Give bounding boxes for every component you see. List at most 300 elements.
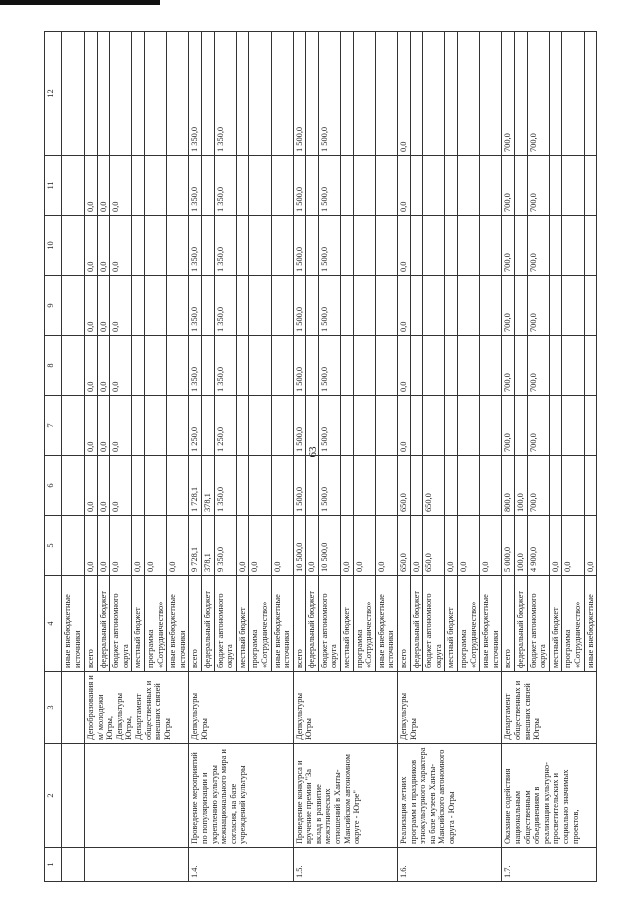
item-number: 1.5.: [293, 848, 397, 882]
executor-cell: Депобразования и м/ молодежи Югры, Депкультуры Югры, Департамент общественных и внешних связей Югры: [85, 672, 189, 744]
value-cell: [144, 156, 166, 216]
value-cell: [549, 32, 562, 156]
value-cell: 0,0: [97, 396, 110, 456]
value-cell: 0,0: [167, 516, 189, 576]
value-cell: [144, 276, 166, 336]
value-cell: [480, 156, 502, 216]
value-cell: 700,0: [502, 396, 515, 456]
value-cell: [584, 456, 597, 516]
source-cell: всего: [189, 576, 202, 672]
value-cell: [236, 156, 249, 216]
source-cell: федеральный бюджет: [201, 576, 214, 672]
value-cell: [480, 336, 502, 396]
value-cell: [167, 336, 189, 396]
value-cell: 0,0: [398, 396, 411, 456]
value-cell: [458, 276, 480, 336]
value-cell: [353, 216, 375, 276]
value-cell: [132, 276, 145, 336]
value-cell: 0,0: [375, 516, 397, 576]
item-number: 1.7.: [502, 848, 597, 882]
value-cell: 0,0: [110, 156, 132, 216]
source-cell: всего: [398, 576, 411, 672]
value-cell: 1 350,0: [189, 216, 202, 276]
value-cell: [249, 32, 271, 156]
value-cell: [423, 276, 445, 336]
value-cell: [562, 456, 584, 516]
item-name: Оказание содействия национальным общественным объединениям в реализации культурно-просветительских и социально значимых проектов,: [502, 744, 597, 848]
rotated-table-sheet: [44, 32, 595, 882]
value-cell: [306, 32, 319, 156]
col-number: 6: [45, 456, 62, 516]
col-number: 10: [45, 216, 62, 276]
value-cell: [236, 276, 249, 336]
source-cell: бюджет автономного округа: [527, 576, 549, 672]
source-cell: иные внебюджетные источники: [375, 576, 397, 672]
continuation-row: [62, 32, 85, 882]
value-cell: 0,0: [85, 516, 98, 576]
value-cell: 0,0: [549, 516, 562, 576]
value-cell: [353, 276, 375, 336]
value-cell: [144, 336, 166, 396]
value-cell: [584, 32, 597, 156]
value-cell: [201, 396, 214, 456]
source-cell: местный бюджет: [132, 576, 145, 672]
value-cell: [353, 32, 375, 156]
value-cell: [445, 32, 458, 156]
value-cell: [201, 156, 214, 216]
value-cell: 700,0: [502, 32, 515, 156]
value-cell: 9 728,1: [189, 516, 202, 576]
value-cell: 700,0: [527, 216, 549, 276]
value-cell: 0,0: [85, 396, 98, 456]
column-number-row: [45, 32, 62, 882]
value-cell: 0,0: [97, 456, 110, 516]
value-cell: 650,0: [398, 516, 411, 576]
value-cell: 0,0: [97, 336, 110, 396]
source-cell: федеральный бюджет: [514, 576, 527, 672]
value-cell: [249, 396, 271, 456]
value-cell: [514, 156, 527, 216]
value-cell: [514, 396, 527, 456]
value-cell: [110, 32, 132, 156]
value-cell: 700,0: [502, 276, 515, 336]
value-cell: [375, 336, 397, 396]
value-cell: 700,0: [502, 216, 515, 276]
value-cell: [480, 276, 502, 336]
value-cell: [562, 216, 584, 276]
source-cell: бюджет автономного округа: [214, 576, 236, 672]
source-cell: иные внебюджетные источники: [167, 576, 189, 672]
value-cell: [236, 456, 249, 516]
col-number: 4: [45, 576, 62, 672]
value-cell: 0,0: [236, 516, 249, 576]
value-cell: [549, 336, 562, 396]
value-cell: [549, 396, 562, 456]
col-number: 3: [45, 672, 62, 744]
value-cell: [167, 156, 189, 216]
value-cell: [458, 336, 480, 396]
item-name: Проведение конкурса и вручение премии "За вклад в развитие межэтнических отношений в Ханты-Мансийском автономном округе - Югре": [293, 744, 397, 848]
value-cell: 1 500,0: [293, 456, 306, 516]
source-cell: бюджет автономного округа: [318, 576, 340, 672]
rotated-page: [44, 32, 595, 882]
value-cell: [306, 456, 319, 516]
executor-cell: Депкультуры Югры: [293, 672, 397, 744]
source-cell: местный бюджет: [445, 576, 458, 672]
value-cell: 1 500,0: [293, 156, 306, 216]
value-cell: 700,0: [502, 336, 515, 396]
source-cell: всего: [502, 576, 515, 672]
value-cell: [271, 216, 293, 276]
value-cell: 1 728,1: [189, 456, 202, 516]
value-cell: [132, 336, 145, 396]
col-number: 7: [45, 396, 62, 456]
value-cell: [549, 276, 562, 336]
value-cell: 1 500,0: [318, 156, 340, 216]
value-cell: 1 500,0: [293, 216, 306, 276]
value-cell: [249, 216, 271, 276]
value-cell: 1 500,0: [318, 396, 340, 456]
value-cell: [167, 216, 189, 276]
value-cell: [375, 276, 397, 336]
col-number: 8: [45, 336, 62, 396]
value-cell: 700,0: [527, 336, 549, 396]
value-cell: 0,0: [110, 456, 132, 516]
value-cell: 0,0: [97, 156, 110, 216]
value-cell: 0,0: [110, 336, 132, 396]
value-cell: [410, 32, 423, 156]
value-cell: 1 500,0: [318, 276, 340, 336]
value-cell: 1 350,0: [189, 276, 202, 336]
value-cell: [445, 396, 458, 456]
value-cell: 0,0: [85, 156, 98, 216]
value-cell: 0,0: [144, 516, 166, 576]
value-cell: [144, 32, 166, 156]
value-cell: 0,0: [97, 516, 110, 576]
item-name: Реализация летних программ и праздников этнокультурного характера на базе музеев Ханты-Мансийского автономного округа - Югры: [398, 744, 502, 848]
value-cell: [249, 276, 271, 336]
value-cell: [341, 156, 354, 216]
executor-cell: Депкультуры Югры: [398, 672, 502, 744]
value-cell: [97, 32, 110, 156]
source-cell: иные внебюджетные источники: [480, 576, 502, 672]
source-cell: всего: [85, 576, 98, 672]
source-cell: иные внебюджетные источники: [62, 576, 85, 672]
value-cell: 1 350,0: [214, 32, 236, 156]
value-cell: [549, 216, 562, 276]
value-cell: 0,0: [110, 216, 132, 276]
value-cell: [514, 216, 527, 276]
value-cell: [445, 276, 458, 336]
col-number: 11: [45, 156, 62, 216]
value-cell: [375, 156, 397, 216]
table-row: [189, 32, 202, 882]
value-cell: 650,0: [423, 456, 445, 516]
value-cell: [341, 216, 354, 276]
value-cell: 0,0: [132, 516, 145, 576]
value-cell: [306, 216, 319, 276]
value-cell: [271, 456, 293, 516]
value-cell: 0,0: [398, 216, 411, 276]
col-number: 12: [45, 32, 62, 156]
value-cell: 0,0: [398, 156, 411, 216]
value-cell: [410, 216, 423, 276]
value-cell: [306, 396, 319, 456]
value-cell: 650,0: [398, 456, 411, 516]
value-cell: 0,0: [110, 276, 132, 336]
value-cell: [445, 456, 458, 516]
value-cell: 10 500,0: [293, 516, 306, 576]
source-cell: иные внебюджетные источники: [271, 576, 293, 672]
value-cell: [410, 276, 423, 336]
value-cell: 0,0: [85, 216, 98, 276]
value-cell: [584, 216, 597, 276]
value-cell: [249, 156, 271, 216]
source-cell: программа «Сотрудничество»: [353, 576, 375, 672]
value-cell: 0,0: [398, 276, 411, 336]
col-number: 1: [45, 848, 62, 882]
value-cell: [341, 276, 354, 336]
executor-cell: Депкультуры Югры: [189, 672, 293, 744]
value-cell: 0,0: [398, 32, 411, 156]
value-cell: [584, 336, 597, 396]
value-cell: [584, 156, 597, 216]
value-cell: 378,1: [201, 456, 214, 516]
value-cell: [562, 396, 584, 456]
value-cell: 700,0: [527, 276, 549, 336]
value-cell: 700,0: [527, 156, 549, 216]
value-cell: [167, 32, 189, 156]
value-cell: 1 350,0: [189, 336, 202, 396]
value-cell: [132, 396, 145, 456]
value-cell: 378,1: [201, 516, 214, 576]
value-cell: [306, 336, 319, 396]
source-cell: местный бюджет: [236, 576, 249, 672]
value-cell: 1 350,0: [214, 456, 236, 516]
source-cell: федеральный бюджет: [97, 576, 110, 672]
value-cell: [249, 456, 271, 516]
value-cell: 10 500,0: [318, 516, 340, 576]
value-cell: [341, 336, 354, 396]
value-cell: 0,0: [306, 516, 319, 576]
table-row: [502, 32, 515, 882]
value-cell: 0,0: [271, 516, 293, 576]
value-cell: [249, 336, 271, 396]
value-cell: 5 000,0: [502, 516, 515, 576]
value-cell: [423, 32, 445, 156]
value-cell: 700,0: [527, 32, 549, 156]
value-cell: 1 350,0: [189, 156, 202, 216]
value-cell: [375, 456, 397, 516]
table-row: [293, 32, 306, 882]
value-cell: [458, 32, 480, 156]
value-cell: 700,0: [527, 396, 549, 456]
value-cell: 0,0: [458, 516, 480, 576]
value-cell: 1 350,0: [214, 276, 236, 336]
value-cell: [445, 216, 458, 276]
value-cell: [562, 276, 584, 336]
value-cell: [375, 216, 397, 276]
value-cell: [584, 396, 597, 456]
value-cell: [341, 396, 354, 456]
value-cell: [306, 156, 319, 216]
value-cell: [375, 32, 397, 156]
value-cell: 1 500,0: [293, 396, 306, 456]
value-cell: [480, 456, 502, 516]
col-number: 2: [45, 744, 62, 848]
value-cell: [167, 456, 189, 516]
value-cell: [167, 396, 189, 456]
value-cell: 0,0: [480, 516, 502, 576]
source-cell: программа «Сотрудничество»: [458, 576, 480, 672]
item-number: 1.6.: [398, 848, 502, 882]
source-cell: программа «Сотрудничество»: [249, 576, 271, 672]
value-cell: 0,0: [584, 516, 597, 576]
source-cell: федеральный бюджет: [306, 576, 319, 672]
budget-table: [44, 31, 597, 882]
value-cell: [514, 32, 527, 156]
value-cell: 1 250,0: [189, 396, 202, 456]
value-cell: [549, 156, 562, 216]
value-cell: 0,0: [410, 516, 423, 576]
value-cell: 1 500,0: [318, 32, 340, 156]
col-number: 5: [45, 516, 62, 576]
value-cell: 700,0: [502, 156, 515, 216]
value-cell: [236, 336, 249, 396]
value-cell: [375, 396, 397, 456]
value-cell: [410, 156, 423, 216]
table-row: [398, 32, 411, 882]
value-cell: [480, 216, 502, 276]
value-cell: [306, 276, 319, 336]
value-cell: 0,0: [97, 216, 110, 276]
value-cell: 1 250,0: [214, 396, 236, 456]
value-cell: [353, 156, 375, 216]
value-cell: [353, 336, 375, 396]
value-cell: [562, 336, 584, 396]
value-cell: 0,0: [85, 276, 98, 336]
value-cell: [423, 336, 445, 396]
source-cell: местный бюджет: [341, 576, 354, 672]
value-cell: 0,0: [562, 516, 584, 576]
source-cell: программа «Сотрудничество»: [562, 576, 584, 672]
value-cell: [271, 336, 293, 396]
executor-cell: Департамент общественных и внешних связей Югры: [502, 672, 597, 744]
value-cell: [144, 216, 166, 276]
source-cell: программа «Сотрудничество»: [144, 576, 166, 672]
value-cell: [410, 396, 423, 456]
value-cell: [132, 456, 145, 516]
value-cell: [341, 456, 354, 516]
value-cell: [201, 336, 214, 396]
value-cell: [562, 156, 584, 216]
table-row: [85, 32, 98, 882]
value-cell: [445, 336, 458, 396]
source-cell: бюджет автономного округа: [423, 576, 445, 672]
value-cell: [514, 336, 527, 396]
value-cell: 100,0: [514, 456, 527, 516]
page-number: 63: [307, 446, 319, 458]
value-cell: 4 900,0: [527, 516, 549, 576]
value-cell: [271, 32, 293, 156]
source-cell: иные внебюджетные: [584, 576, 597, 672]
value-cell: [132, 156, 145, 216]
value-cell: [549, 456, 562, 516]
value-cell: [132, 216, 145, 276]
source-cell: бюджет автономного округа: [110, 576, 132, 672]
value-cell: 1 350,0: [214, 336, 236, 396]
value-cell: 9 350,0: [214, 516, 236, 576]
col-number: 9: [45, 276, 62, 336]
value-cell: [236, 396, 249, 456]
value-cell: [458, 396, 480, 456]
value-cell: 1 350,0: [189, 32, 202, 156]
scan-edge-mark: [0, 0, 160, 5]
source-cell: местный бюджет: [549, 576, 562, 672]
value-cell: 0,0: [445, 516, 458, 576]
value-cell: [341, 32, 354, 156]
value-cell: [410, 336, 423, 396]
value-cell: [144, 396, 166, 456]
value-cell: 1 500,0: [293, 32, 306, 156]
value-cell: [584, 276, 597, 336]
value-cell: 1 350,0: [214, 216, 236, 276]
value-cell: 1 500,0: [318, 216, 340, 276]
value-cell: 1 500,0: [318, 456, 340, 516]
value-cell: [458, 216, 480, 276]
value-cell: [271, 396, 293, 456]
value-cell: [132, 32, 145, 156]
source-cell: всего: [293, 576, 306, 672]
value-cell: 1 350,0: [214, 156, 236, 216]
value-cell: [423, 396, 445, 456]
value-cell: [236, 32, 249, 156]
value-cell: 100,0: [514, 516, 527, 576]
value-cell: [201, 32, 214, 156]
value-cell: 700,0: [527, 456, 549, 516]
value-cell: [85, 32, 98, 156]
value-cell: 0,0: [249, 516, 271, 576]
value-cell: 0,0: [110, 516, 132, 576]
value-cell: [353, 456, 375, 516]
value-cell: 0,0: [353, 516, 375, 576]
item-name: Проведение мероприятий по популяризации и укреплению культуры межнационального мира и согласия, на базе учреждений культуры: [189, 744, 293, 848]
value-cell: 1 500,0: [293, 336, 306, 396]
value-cell: [236, 216, 249, 276]
value-cell: 0,0: [110, 396, 132, 456]
value-cell: [410, 456, 423, 516]
value-cell: [423, 216, 445, 276]
value-cell: [201, 216, 214, 276]
value-cell: [423, 156, 445, 216]
value-cell: [514, 276, 527, 336]
value-cell: 0,0: [341, 516, 354, 576]
value-cell: 0,0: [398, 336, 411, 396]
value-cell: [445, 156, 458, 216]
value-cell: [458, 156, 480, 216]
value-cell: 0,0: [85, 336, 98, 396]
item-number: 1.4.: [189, 848, 293, 882]
value-cell: [480, 32, 502, 156]
value-cell: [271, 156, 293, 216]
value-cell: 800,0: [502, 456, 515, 516]
value-cell: 0,0: [85, 456, 98, 516]
value-cell: 0,0: [97, 276, 110, 336]
value-cell: [353, 396, 375, 456]
value-cell: 650,0: [423, 516, 445, 576]
value-cell: [144, 456, 166, 516]
value-cell: [562, 32, 584, 156]
